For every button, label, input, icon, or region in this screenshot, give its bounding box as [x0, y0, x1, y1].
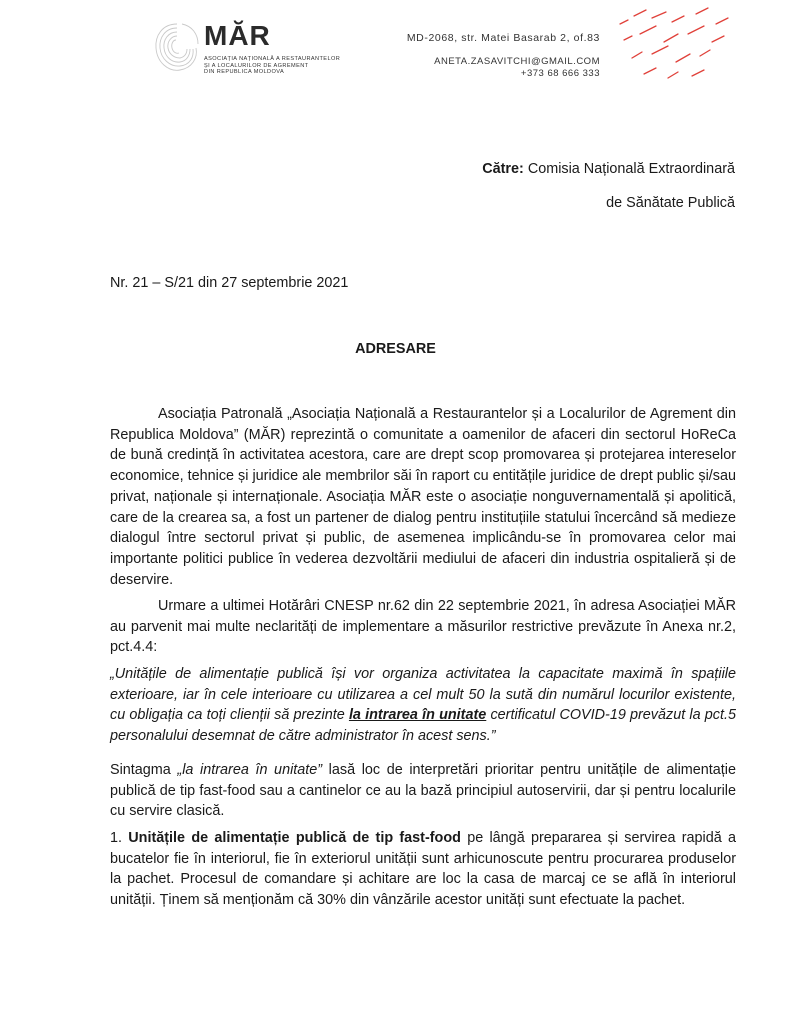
decorative-dashes-icon	[612, 6, 752, 86]
quote-end: certificatul COVID-19 prevăzut la pct.5 personalului desemnat de către administrator în acest sens.”	[110, 707, 736, 745]
quote-underlined-phrase: la intrarea în unitate	[348, 707, 487, 724]
contact-block	[400, 56, 600, 80]
recipient-block	[482, 152, 735, 220]
organization-address: MD-2068, str. Matei Basarab 2, of.83	[406, 32, 600, 44]
logo-subtitle: ASOCIAȚIA NAȚIONALĂ A RESTAURANTELOR ȘI A LOCALURILOR DE AGREMENT DIN REPUBLICA MOLDOVA	[204, 56, 341, 76]
sintagma-end: lasă loc de interpretări prioritar pentru unitățile de alimentație publică de tip fast-food sau a cantinelor ce au la bază principiul autoservirii, dar și pentru localurile cu servire clasică.	[110, 762, 736, 820]
document-reference: Nr. 21 – S/21 din 27 septembrie 2021	[110, 275, 349, 291]
sintagma-start: Sintagma	[110, 762, 178, 778]
logo-name: MĂR	[204, 20, 271, 51]
item-heading: Unitățile de alimentație publică de tip fast-food	[128, 830, 461, 846]
contact-phone[interactable]: +373 68 666 333	[520, 68, 600, 79]
document-title: ADRESARE	[355, 341, 436, 357]
paragraph-quote	[110, 664, 736, 747]
paragraph-sintagma	[110, 760, 736, 822]
paragraph-introduction: Asociația Patronală „Asociația Națională a Restaurantelor și a Localurilor de Agrement din Republica Moldova” (MĂR) reprezintă o comunitate a oamenilor de afaceri din sectorul HoReCa de bună credință în activitatea acestora, care are drept scop promovarea și protejarea intereselor economice, tehnice și juridice ale membrilor săi în raport cu entitățile juridice de drept public și/sau privat, naționale și internaționale. Asociația MĂR este o asociație nonguvernamentală și apolitică, care de la crearea sa, a fost un partener de dialog pentru instituțiile statului încercând să medieze dialogul între sectorul privat și public, de asemenea implicându-se în promovarea celor mai importante politici publice în vederea dezvoltării mediului de afaceri din industria ospitalieră și de deservire.	[110, 406, 736, 588]
organization-logo	[152, 18, 352, 78]
paragraph-context: Urmare a ultimei Hotărâri CNESP nr.62 din 22 septembrie 2021, în adresa Asociației MĂR au parvenit mai multe neclarități de implementare a măsurilor restrictive prevăzute în Anexa nr.2, pct.4.4:	[110, 598, 736, 656]
paragraph-fast-food	[110, 828, 736, 911]
sintagma-phrase: „la intrarea în unitate”	[177, 762, 323, 778]
recipient-name: Comisia Națională Extraordinară	[527, 161, 735, 177]
recipient-label: Către:	[482, 161, 524, 177]
item-number: 1.	[110, 830, 129, 846]
recipient-line-2: de Sănătate Publică	[606, 195, 735, 211]
item-text: pe lângă prepararea și servirea rapidă a bucatelor fie în interiorul, fie în exteriorul unității sunt arhicunoscute pentru procurarea produselor la pachet. Procesul de comandare și achitare are loc la casa de marcaj ce se află în interiorul unității. Ținem să menționăm că 30% din vânzările acestor unități sunt efectuate la pachet.	[110, 830, 737, 909]
recipient-line-1	[482, 152, 735, 186]
quote-start: „Unitățile de alimentație publică își vor organiza activitatea la capacitate maximă în spațiile exterioare, iar în cele interioare cu utilizarea a cel mult 50 la sută din numărul locurilor existente, cu obligația ca toți clienții să prezinte	[110, 666, 736, 724]
contact-email[interactable]: ANETA.ZASAVITCHI@GMAIL.COM	[434, 56, 600, 67]
logo-swirl-icon	[152, 20, 202, 76]
